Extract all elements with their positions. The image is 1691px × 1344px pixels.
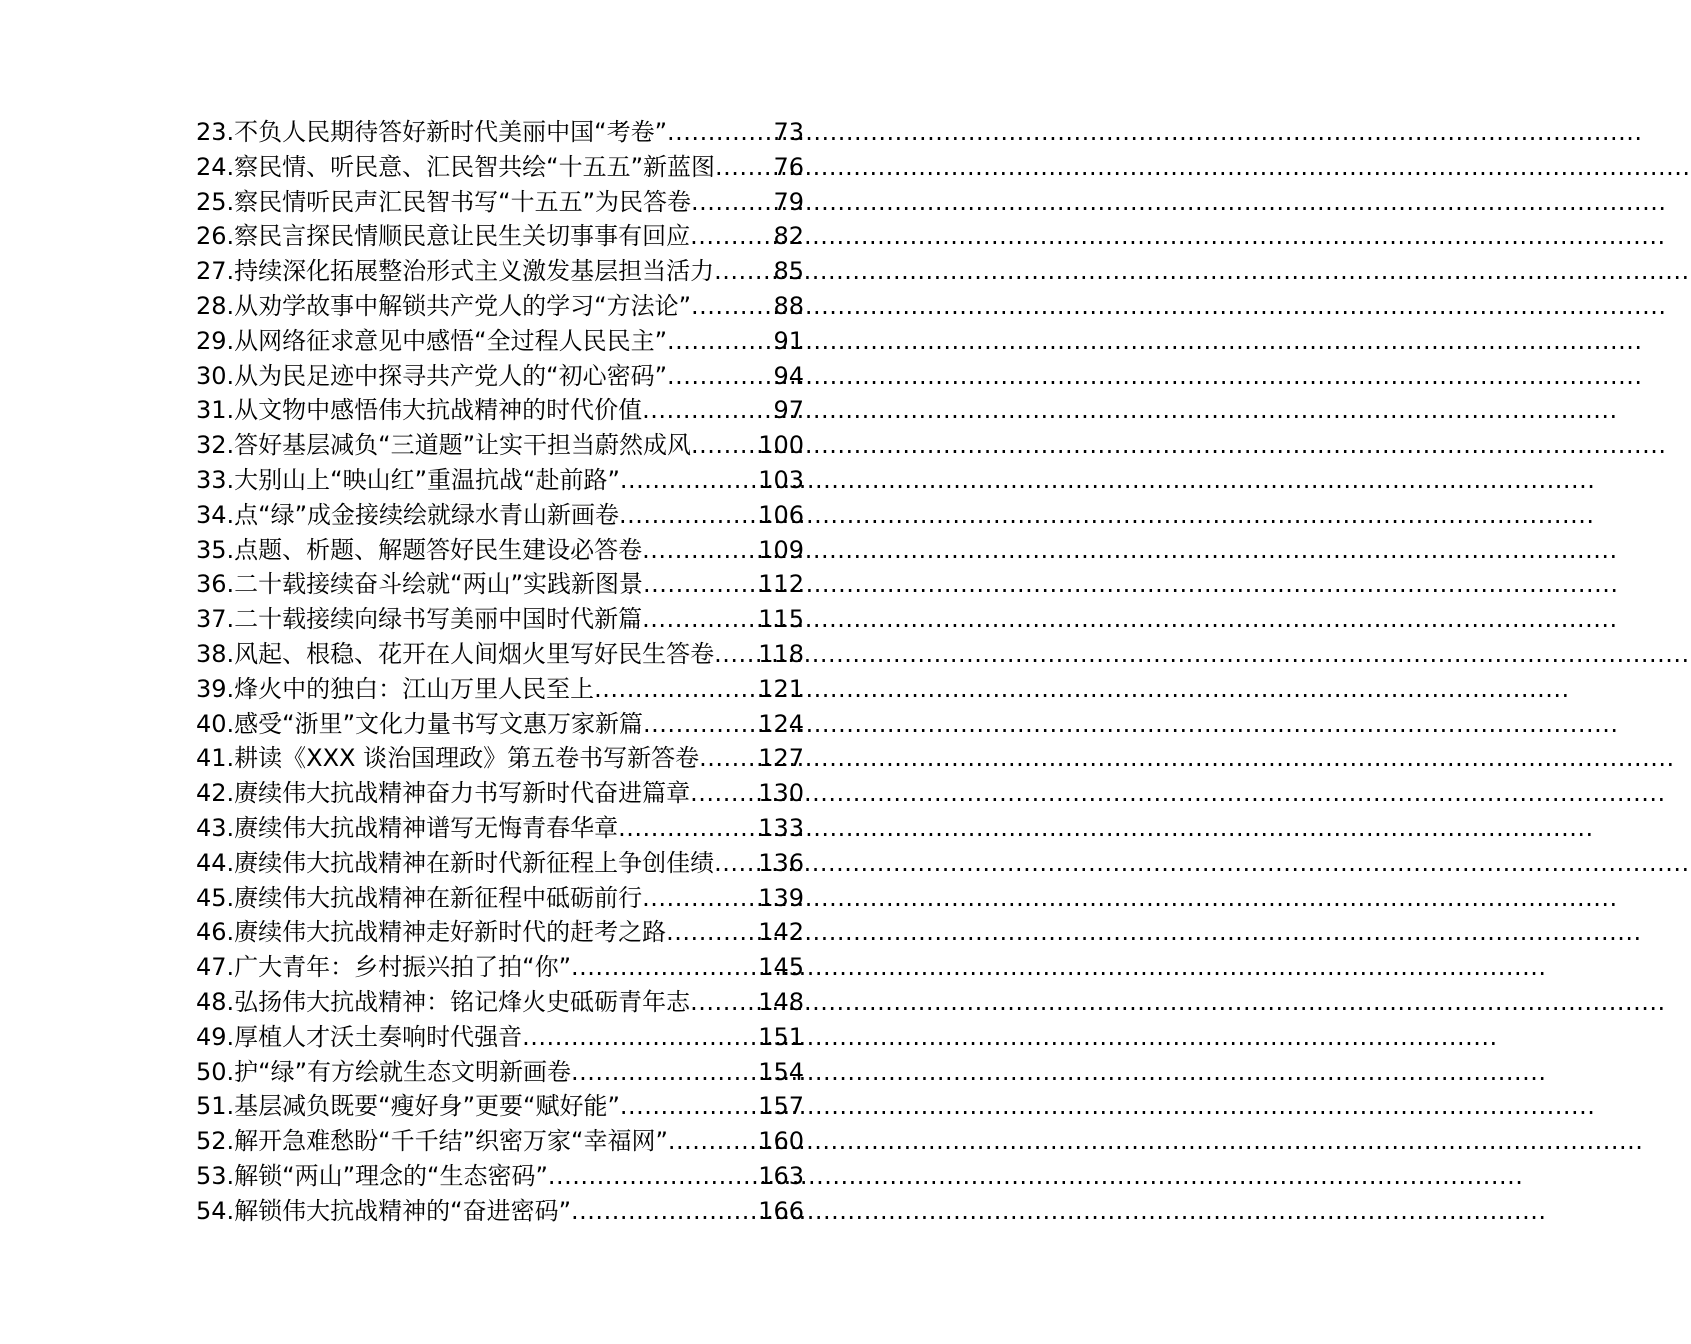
toc-entry-number: 23. bbox=[196, 118, 235, 146]
toc-entry-number: 42. bbox=[196, 779, 235, 808]
toc-entry-number: 24. bbox=[196, 152, 235, 181]
toc-entry bbox=[196, 150, 804, 185]
toc-dot-leader bbox=[690, 776, 758, 811]
toc-entry-title: 答好基层减负“三道题”让实干担当蔚然成风 bbox=[234, 431, 692, 460]
toc-dot-leader bbox=[667, 359, 773, 394]
toc-entry-page-number: 166 bbox=[758, 1196, 804, 1225]
toc-entry-title: 察民情听民声汇民智书写“十五五”为民答卷 bbox=[234, 187, 692, 216]
toc-entry-number: 34. bbox=[196, 500, 235, 529]
toc-entry bbox=[196, 881, 804, 916]
toc-dot-leader bbox=[571, 950, 758, 985]
toc-entry-number: 32. bbox=[196, 431, 235, 460]
toc-entry-number: 46. bbox=[196, 918, 235, 947]
toc-entry-page-number: 97 bbox=[773, 396, 804, 425]
toc-dot-leader bbox=[620, 463, 758, 498]
toc-entry-title: 赓续伟大抗战精神走好新时代的赶考之路 bbox=[234, 918, 667, 947]
toc-entry-page-number: 163 bbox=[758, 1161, 804, 1190]
toc-entry-title: 点题、析题、解题答好民生建设必答卷 bbox=[234, 535, 643, 564]
toc-entry-page-number: 94 bbox=[773, 361, 804, 390]
toc-entry-number: 44. bbox=[196, 848, 235, 877]
toc-entry-page-number: 85 bbox=[773, 257, 804, 286]
toc-entry bbox=[196, 602, 804, 637]
toc-entry-title: 烽火中的独白：江山万里人民至上 bbox=[234, 674, 595, 703]
toc-entry-number: 48. bbox=[196, 987, 235, 1016]
toc-entry-title: 弘扬伟大抗战精神：铭记烽火史砥砺青年志 bbox=[234, 987, 691, 1016]
toc-entry bbox=[196, 707, 804, 742]
toc-entry-page-number: 145 bbox=[758, 953, 804, 982]
toc-entry bbox=[196, 846, 804, 881]
toc-entry-number: 39. bbox=[196, 674, 235, 703]
toc-entry-number: 36. bbox=[196, 570, 235, 599]
toc-entry-number: 26. bbox=[196, 222, 235, 251]
toc-entry bbox=[196, 359, 804, 394]
toc-entry-title: 大别山上“映山红”重温抗战“赴前路” bbox=[234, 465, 620, 494]
toc-entry-page-number: 121 bbox=[758, 674, 804, 703]
toc-entry-title: 赓续伟大抗战精神奋力书写新时代奋进篇章 bbox=[234, 779, 691, 808]
toc-entry-title: 厚植人才沃土奏响时代强音 bbox=[234, 1022, 523, 1051]
toc-entry-page-number: 82 bbox=[773, 222, 804, 251]
toc-entry-page-number: 127 bbox=[758, 744, 804, 773]
toc-entry bbox=[196, 254, 804, 289]
toc-entry-title: 广大青年：乡村振兴拍了拍“你” bbox=[234, 953, 572, 982]
toc-entry-number: 29. bbox=[196, 326, 235, 355]
toc-dot-leader bbox=[715, 150, 773, 185]
toc-entry-number: 31. bbox=[196, 396, 235, 425]
toc-entry bbox=[196, 324, 804, 359]
toc-dot-leader bbox=[620, 1089, 758, 1124]
toc-entry-title: 从文物中感悟伟大抗战精神的时代价值 bbox=[234, 396, 643, 425]
toc-entry-title: 从网络征求意见中感悟“全过程人民民主” bbox=[234, 326, 668, 355]
toc-dot-leader bbox=[642, 533, 758, 568]
toc-entry-number: 51. bbox=[196, 1092, 235, 1121]
toc-entry-title: 二十载接续向绿书写美丽中国时代新篇 bbox=[234, 605, 643, 634]
toc-entry-title: 解锁“两山”理念的“生态密码” bbox=[234, 1161, 548, 1190]
toc-dot-leader bbox=[522, 1020, 758, 1055]
toc-entry-title: 从劝学故事中解锁共产党人的学习“方法论” bbox=[234, 291, 692, 320]
toc-dot-leader bbox=[691, 289, 773, 324]
toc-entry-number: 28. bbox=[196, 291, 235, 320]
toc-entry bbox=[196, 1055, 804, 1090]
toc-entry bbox=[196, 219, 804, 254]
toc-entry-number: 38. bbox=[196, 639, 235, 668]
toc-entry bbox=[196, 915, 804, 950]
toc-entry-page-number: 142 bbox=[758, 918, 804, 947]
toc-entry bbox=[196, 950, 804, 985]
toc-entry-title: 二十载接续奋斗绘就“两山”实践新图景 bbox=[234, 570, 644, 599]
toc-dot-leader bbox=[714, 254, 773, 289]
toc-entry-page-number: 133 bbox=[758, 813, 804, 842]
toc-entry-page-number: 136 bbox=[758, 848, 804, 877]
toc-dot-leader bbox=[571, 1194, 758, 1229]
toc-entry-number: 45. bbox=[196, 883, 235, 912]
toc-dot-leader bbox=[666, 915, 758, 950]
toc-entry bbox=[196, 428, 804, 463]
toc-dot-leader bbox=[714, 637, 758, 672]
toc-entry-title: 风起、根稳、花开在人间烟火里写好民生答卷 bbox=[234, 639, 715, 668]
toc-entry-title: 赓续伟大抗战精神在新征程中砥砺前行 bbox=[234, 883, 643, 912]
toc-entry bbox=[196, 1089, 804, 1124]
toc-dot-leader bbox=[642, 602, 758, 637]
toc-entry-title: 点“绿”成金接续绘就绿水青山新画卷 bbox=[234, 500, 620, 529]
toc-entry-title: 解开急难愁盼“千千结”织密万家“幸福网” bbox=[234, 1127, 668, 1156]
toc-entry-title: 耕读《XXX 谈治国理政》第五卷书写新答卷 bbox=[234, 744, 700, 773]
table-of-contents bbox=[196, 115, 804, 1229]
toc-entry-page-number: 151 bbox=[758, 1022, 804, 1051]
toc-entry-title: 基层减负既要“瘦好身”更要“赋好能” bbox=[234, 1092, 620, 1121]
toc-dot-leader bbox=[691, 185, 773, 220]
toc-entry bbox=[196, 185, 804, 220]
toc-entry-title: 从为民足迹中探寻共产党人的“初心密码” bbox=[234, 361, 668, 390]
toc-entry-page-number: 118 bbox=[758, 639, 804, 668]
toc-entry-page-number: 148 bbox=[758, 987, 804, 1016]
toc-dot-leader bbox=[618, 811, 758, 846]
toc-dot-leader bbox=[643, 707, 758, 742]
toc-entry-number: 52. bbox=[196, 1127, 235, 1156]
toc-entry bbox=[196, 811, 804, 846]
toc-dot-leader bbox=[691, 428, 758, 463]
toc-entry-page-number: 100 bbox=[758, 431, 804, 460]
toc-dot-leader bbox=[571, 1055, 758, 1090]
toc-entry-number: 35. bbox=[196, 535, 235, 564]
toc-entry-page-number: 76 bbox=[773, 152, 804, 181]
toc-entry bbox=[196, 1020, 804, 1055]
toc-dot-leader bbox=[667, 115, 773, 150]
toc-entry-number: 50. bbox=[196, 1057, 235, 1086]
toc-entry bbox=[196, 115, 804, 150]
toc-entry-page-number: 79 bbox=[773, 187, 804, 216]
toc-entry bbox=[196, 533, 804, 568]
toc-dot-leader bbox=[642, 393, 773, 428]
toc-dot-leader bbox=[594, 672, 758, 707]
toc-entry-number: 53. bbox=[196, 1161, 235, 1190]
toc-entry-page-number: 88 bbox=[773, 291, 804, 320]
toc-entry-title: 不负人民期待答好新时代美丽中国“考卷” bbox=[234, 118, 668, 146]
toc-entry bbox=[196, 985, 804, 1020]
toc-entry-title: 赓续伟大抗战精神在新时代新征程上争创佳绩 bbox=[234, 848, 715, 877]
toc-dot-leader bbox=[548, 1159, 758, 1194]
toc-entry-number: 33. bbox=[196, 465, 235, 494]
toc-entry-page-number: 139 bbox=[758, 883, 804, 912]
toc-dot-leader bbox=[643, 567, 758, 602]
toc-entry-page-number: 124 bbox=[758, 709, 804, 738]
toc-dot-leader bbox=[690, 985, 758, 1020]
toc-entry-number: 41. bbox=[196, 744, 235, 773]
toc-entry bbox=[196, 463, 804, 498]
toc-entry-number: 25. bbox=[196, 187, 235, 216]
toc-entry-page-number: 109 bbox=[758, 535, 804, 564]
toc-entry-page-number: 91 bbox=[773, 326, 804, 355]
toc-entry bbox=[196, 672, 804, 707]
toc-entry-title: 持续深化拓展整治形式主义激发基层担当活力 bbox=[234, 257, 715, 286]
toc-entry-title: 察民言探民情顺民意让民生关切事事有回应 bbox=[234, 222, 691, 251]
toc-entry-page-number: 112 bbox=[758, 570, 804, 599]
toc-entry bbox=[196, 498, 804, 533]
toc-entry-number: 54. bbox=[196, 1196, 235, 1225]
toc-entry-title: 护“绿”有方绘就生态文明新画卷 bbox=[234, 1057, 572, 1086]
toc-dot-leader bbox=[668, 1124, 758, 1159]
toc-entry bbox=[196, 776, 804, 811]
toc-entry-number: 37. bbox=[196, 605, 235, 634]
toc-entry-number: 30. bbox=[196, 361, 235, 390]
toc-entry-number: 47. bbox=[196, 953, 235, 982]
toc-dot-leader bbox=[714, 846, 758, 881]
toc-entry-number: 43. bbox=[196, 813, 235, 842]
toc-entry-page-number: 130 bbox=[758, 779, 804, 808]
toc-entry-title: 解锁伟大抗战精神的“奋进密码” bbox=[234, 1196, 572, 1225]
toc-entry-page-number: 157 bbox=[758, 1092, 804, 1121]
toc-entry bbox=[196, 637, 804, 672]
toc-entry-title: 感受“浙里”文化力量书写文惠万家新篇 bbox=[234, 709, 644, 738]
toc-entry-number: 40. bbox=[196, 709, 235, 738]
toc-dot-leader bbox=[699, 741, 758, 776]
toc-dot-leader bbox=[642, 881, 758, 916]
toc-entry bbox=[196, 1159, 804, 1194]
toc-entry-page-number: 106 bbox=[758, 500, 804, 529]
toc-entry-title: 察民情、听民意、汇民智共绘“十五五”新蓝图 bbox=[234, 152, 716, 181]
toc-entry-number: 49. bbox=[196, 1022, 235, 1051]
toc-dot-leader bbox=[690, 219, 773, 254]
toc-entry-page-number: 73 bbox=[773, 118, 804, 146]
toc-entry bbox=[196, 393, 804, 428]
toc-dot-leader bbox=[619, 498, 758, 533]
toc-entry bbox=[196, 289, 804, 324]
toc-entry-page-number: 160 bbox=[758, 1127, 804, 1156]
toc-entry-page-number: 154 bbox=[758, 1057, 804, 1086]
toc-entry-title: 赓续伟大抗战精神谱写无悔青春华章 bbox=[234, 813, 619, 842]
toc-entry bbox=[196, 1124, 804, 1159]
toc-entry-number: 27. bbox=[196, 257, 235, 286]
toc-entry-page-number: 103 bbox=[758, 465, 804, 494]
toc-dot-leader bbox=[667, 324, 773, 359]
toc-entry bbox=[196, 741, 804, 776]
toc-entry bbox=[196, 567, 804, 602]
toc-entry bbox=[196, 1194, 804, 1229]
toc-entry-page-number: 115 bbox=[758, 605, 804, 634]
